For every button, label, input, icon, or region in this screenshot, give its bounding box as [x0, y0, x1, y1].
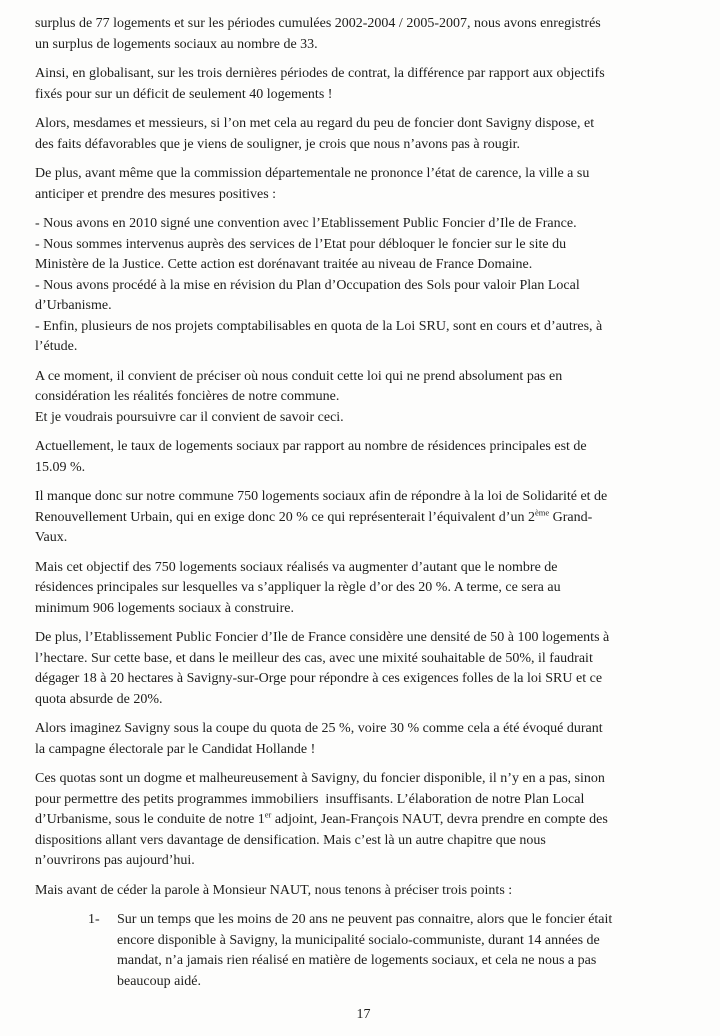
text-line: Alors imaginez Savigny sous la coupe du quota de 25 %, voire 30 % comme cela a été évoqué durant [35, 721, 603, 736]
text-line: Actuellement, le taux de logements sociaux par rapport au nombre de résidences principales est de [35, 439, 587, 454]
text-line: dispositions allant vers davantage de densification. Mais c’est là un autre chapitre que nous [35, 832, 546, 848]
text-line: considération les réalités foncières de notre commune. [35, 389, 340, 404]
text-segment: d’Urbanisme, sous le conduite de notre 1 [35, 812, 265, 827]
list-item-number: 1- [88, 912, 100, 927]
dash-list [35, 214, 692, 358]
text-line: De plus, avant même que la commission départementale ne prononce l’état de carence, la ville a su [35, 166, 590, 181]
paragraph [35, 487, 692, 549]
paragraph [35, 437, 692, 478]
text-line: De plus, l’Etablissement Public Foncier d’Ile de France considère une densité de 50 à 100 logements à [35, 630, 610, 645]
paragraph [35, 114, 692, 155]
text-segment: Renouvellement Urbain, qui en exige donc 20 % ce qui représenterait l’équivalent d’un 2 [35, 509, 535, 525]
text-line: quota absurde de 20%. [35, 691, 163, 707]
text-line: Mais cet objectif des 750 logements sociaux réalisés va augmenter d’autant que le nombre de [35, 559, 558, 575]
paragraph [35, 164, 692, 205]
paragraph [35, 769, 692, 872]
text-line: 15.09 %. [35, 459, 86, 475]
text-line: un surplus de logements sociaux au nombre de 33. [35, 36, 318, 52]
text-line: Vaux. [35, 530, 68, 545]
paragraph [35, 558, 692, 620]
list-item-line: Ministère de la Justice. Cette action est dorénavant traitée au niveau de France Domaine. [35, 257, 533, 272]
paragraph [35, 628, 692, 710]
text-line: fixés pour sur un déficit de seulement 40 logements ! [35, 86, 333, 102]
text-line: A ce moment, il convient de préciser où nous conduit cette loi qui ne prend absolument pas en [35, 368, 563, 384]
text-line: résidences principales sur lesquelles va s’appliquer la règle d’or des 20 %. A terme, ce sera au [35, 580, 561, 595]
text-line: anticiper et prendre des mesures positives : [35, 186, 277, 202]
text-line: Alors, mesdames et messieurs, si l’on met cela au regard du peu de foncier dont Savigny dispose, et [35, 116, 595, 131]
text-line: l’hectare. Sur cette base, et dans le meilleur des cas, avec une mixité souhaitable de 50%, il faudrait [35, 650, 593, 666]
paragraph [35, 367, 692, 429]
list-item-line: l’étude. [35, 339, 78, 354]
text-line: pour permettre des petits programmes immobiliers insuffisants. L’élaboration de notre Plan Local [35, 791, 585, 807]
page-number: 17 [356, 1007, 371, 1022]
text-line: Sur un temps que les moins de 20 ans ne peuvent pas connaitre, alors que le foncier était [117, 912, 613, 927]
text-line: des faits défavorables que je viens de souligner, je crois que nous n’avons pas à rougir. [35, 136, 521, 152]
text-line: Ainsi, en globalisant, sur les trois dernières périodes de contrat, la différence par rapport aux objectifs [35, 66, 605, 81]
text-line: Ces quotas sont un dogme et malheureusement à Savigny, du foncier disponible, il n’y en a pas, sinon [35, 771, 605, 786]
text-line: Il manque donc sur notre commune 750 logements sociaux afin de répondre à la loi de Solidarité et de [35, 489, 608, 504]
text-line: dégager 18 à 20 hectares à Savigny-sur-Orge pour répondre à ces exigences folles de la loi SRU et ce [35, 671, 603, 686]
ordinal-superscript: ème [534, 506, 550, 517]
text-line: beaucoup aidé. [117, 973, 201, 989]
text-line [35, 508, 692, 529]
list-item-line: - Nous sommes intervenus auprès des services de l’Etat pour débloquer le foncier sur le site du [35, 236, 567, 252]
numbered-list-item [35, 910, 692, 992]
ordinal-superscript: er [264, 809, 272, 820]
text-segment: adjoint, Jean-François NAUT, devra prendre en compte des [271, 812, 608, 827]
text-line: minimum 906 logements sociaux à construire. [35, 600, 294, 616]
paragraph [35, 719, 692, 760]
paragraph [35, 14, 692, 55]
text-line: la campagne électorale par le Candidat Hollande ! [35, 741, 316, 757]
paragraph [35, 881, 692, 902]
text-segment: Grand- [549, 509, 593, 525]
list-item-line: - Enfin, plusieurs de nos projets comptabilisables en quota de la Loi SRU, sont en cours et d’autres, à [35, 318, 603, 334]
text-line: mandat, n’a jamais rien réalisé en matière de logements sociaux, et cela ne nous a pas [117, 953, 597, 968]
text-line [35, 810, 692, 831]
list-item-line: d’Urbanisme. [35, 298, 112, 313]
text-line: Mais avant de céder la parole à Monsieur NAUT, nous tenons à préciser trois points : [35, 882, 513, 898]
text-line: encore disponible à Savigny, la municipalité socialo-communiste, durant 14 années de [117, 932, 600, 948]
list-item-line: - Nous avons procédé à la mise en révision du Plan d’Occupation des Sols pour valoir Plan Local [35, 277, 580, 293]
text-line: surplus de 77 logements et sur les périodes cumulées 2002-2004 / 2005-2007, nous avons enregistrés [35, 16, 601, 31]
text-line: n’ouvrirons pas aujourd’hui. [35, 853, 195, 868]
paragraph [35, 64, 692, 105]
list-item-line: - Nous avons en 2010 signé une convention avec l’Etablissement Public Foncier d’Ile de France. [35, 216, 577, 231]
text-line: Et je voudrais poursuivre car il convient de savoir ceci. [35, 409, 344, 425]
